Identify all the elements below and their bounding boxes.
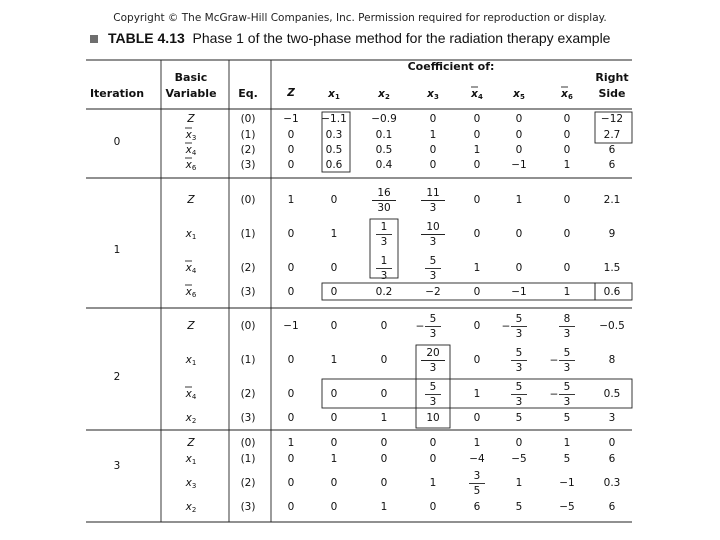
coefficient-cell: 0 bbox=[563, 129, 571, 141]
header-side: Side bbox=[598, 87, 626, 100]
basic-variable bbox=[185, 477, 197, 490]
coefficient-cell: 1 bbox=[330, 453, 338, 465]
coefficient-cell: −4 bbox=[469, 453, 485, 465]
coefficient-cell: 0 bbox=[380, 320, 388, 332]
basic-variable bbox=[186, 437, 195, 449]
coefficient-cell bbox=[421, 347, 445, 374]
basic-variable-text: Z bbox=[187, 194, 195, 206]
coefficient-cell-sign: − bbox=[549, 354, 559, 367]
z-coefficient: 0 bbox=[287, 412, 295, 424]
z-coefficient: 0 bbox=[287, 501, 295, 513]
coefficient-cell-denominator: 3 bbox=[563, 362, 571, 374]
z-coefficient: 0 bbox=[287, 144, 295, 156]
coefficient-cell-denominator: 3 bbox=[515, 362, 523, 374]
basic-variable bbox=[185, 354, 197, 367]
z-coefficient: 0 bbox=[287, 262, 295, 274]
coefficient-cell: 0 bbox=[473, 286, 481, 298]
coefficient-cell-denominator: 3 bbox=[563, 328, 571, 340]
header-col-x5 bbox=[512, 88, 525, 101]
equation-number: (1) bbox=[240, 228, 256, 240]
coefficient-cell-numerator: 5 bbox=[429, 313, 437, 325]
equation-number: (1) bbox=[240, 453, 256, 465]
coefficient-cell: 0 bbox=[330, 286, 338, 298]
header-variable: Variable bbox=[165, 87, 217, 100]
coefficient-cell: 0 bbox=[473, 228, 481, 240]
coefficient-cell bbox=[425, 381, 441, 408]
z-coefficient: 0 bbox=[287, 129, 295, 141]
coefficient-cell: 6 bbox=[473, 501, 481, 513]
equation-number: (1) bbox=[240, 354, 256, 366]
basic-variable-text: $x_1$ bbox=[185, 354, 197, 367]
coefficient-cell: 1 bbox=[330, 354, 338, 366]
coefficient-cell bbox=[511, 381, 527, 408]
right-side-value: 0.6 bbox=[603, 286, 621, 298]
coefficient-cell-numerator: 5 bbox=[515, 347, 523, 359]
basic-variable bbox=[185, 143, 197, 157]
coefficient-cell-denominator: 3 bbox=[429, 236, 437, 248]
basic-variable-text: Z bbox=[187, 113, 195, 125]
coefficient-cell: 0 bbox=[429, 501, 437, 513]
header-col-x3 bbox=[426, 88, 439, 101]
coefficient-cell-denominator: 3 bbox=[429, 202, 437, 214]
coefficient-cell: −1 bbox=[511, 286, 527, 298]
coefficient-cell-denominator: 3 bbox=[380, 236, 388, 248]
right-side-value: 2.1 bbox=[603, 194, 621, 206]
basic-variable-text: $x_6$ bbox=[185, 159, 197, 172]
right-side-value: −12 bbox=[600, 113, 624, 125]
coefficient-cell: 0 bbox=[380, 354, 388, 366]
coefficient-cell: 1 bbox=[473, 144, 481, 156]
coefficient-cell bbox=[511, 347, 527, 374]
coefficient-cell: −1.1 bbox=[321, 113, 347, 125]
header-col-x6 bbox=[560, 87, 573, 101]
coefficient-cell-denominator: 3 bbox=[515, 396, 523, 408]
coefficient-cell: 0 bbox=[473, 129, 481, 141]
basic-variable bbox=[185, 501, 197, 514]
coefficient-cell-numerator: 5 bbox=[429, 255, 437, 267]
z-coefficient: 1 bbox=[287, 194, 295, 206]
right-side-value: 0.5 bbox=[603, 388, 621, 400]
basic-variable bbox=[185, 453, 197, 466]
coefficient-cell-denominator: 5 bbox=[473, 485, 481, 497]
coefficient-cell: 1 bbox=[515, 194, 523, 206]
header-col-x2 bbox=[377, 88, 390, 101]
basic-variable-text: $x_6$ bbox=[185, 286, 197, 299]
coefficient-cell-numerator: 8 bbox=[563, 313, 571, 325]
coefficient-cell bbox=[559, 313, 575, 340]
coefficient-cell: −2 bbox=[425, 286, 441, 298]
right-side-value: 6 bbox=[608, 501, 616, 513]
z-coefficient: −1 bbox=[283, 320, 299, 332]
basic-variable-text: $x_4$ bbox=[185, 388, 197, 401]
header-col-x6-text: $x_6$ bbox=[561, 88, 573, 101]
basic-variable-text: $x_4$ bbox=[185, 144, 197, 157]
coefficient-cell: 0 bbox=[380, 453, 388, 465]
basic-variable-text: $x_4$ bbox=[185, 262, 197, 275]
coefficient-cell-denominator: 3 bbox=[429, 362, 437, 374]
iteration-number: 3 bbox=[113, 460, 121, 472]
coefficient-cell bbox=[421, 221, 445, 248]
coefficient-cell: 5 bbox=[515, 501, 523, 513]
coefficient-cell: 1 bbox=[515, 477, 523, 489]
coefficient-cell: 1 bbox=[473, 262, 481, 274]
coefficient-cell-denominator: 3 bbox=[515, 328, 523, 340]
coefficient-cell-numerator: 16 bbox=[377, 187, 391, 199]
coefficient-cell: 0 bbox=[429, 437, 437, 449]
coefficient-cell: 0 bbox=[380, 437, 388, 449]
coefficient-cell: 0 bbox=[429, 159, 437, 171]
header-basic: Basic bbox=[174, 71, 208, 84]
coefficient-cell-numerator: 5 bbox=[515, 313, 523, 325]
basic-variable-text: $x_2$ bbox=[185, 501, 197, 514]
table-caption-text: Phase 1 of the two-phase method for the radiation therapy example bbox=[192, 30, 611, 46]
coefficient-cell bbox=[550, 347, 575, 374]
coefficient-cell: 0.6 bbox=[325, 159, 343, 171]
coefficient-cell: 0 bbox=[473, 194, 481, 206]
coefficient-cell-denominator: 3 bbox=[429, 270, 437, 282]
coefficient-cell-sign: − bbox=[549, 388, 559, 401]
iteration-number: 0 bbox=[113, 136, 121, 148]
z-coefficient: 0 bbox=[287, 453, 295, 465]
coefficient-cell: −5 bbox=[511, 453, 527, 465]
coefficient-cell bbox=[469, 470, 485, 497]
coefficient-cell bbox=[502, 313, 527, 340]
right-side-value: 6 bbox=[608, 144, 616, 156]
coefficient-cell-numerator: 5 bbox=[563, 347, 571, 359]
coefficient-cell: 1 bbox=[429, 129, 437, 141]
z-coefficient: −1 bbox=[283, 113, 299, 125]
header-z bbox=[286, 87, 295, 99]
coefficient-cell: 1 bbox=[473, 388, 481, 400]
equation-number: (3) bbox=[240, 501, 256, 513]
header-z-text: Z bbox=[287, 87, 295, 99]
coefficient-cell: −1 bbox=[559, 477, 575, 489]
coefficient-cell: 5 bbox=[515, 412, 523, 424]
coefficient-cell: 0 bbox=[330, 320, 338, 332]
coefficient-cell-numerator: 5 bbox=[515, 381, 523, 393]
coefficient-cell: 0 bbox=[330, 262, 338, 274]
coefficient-cell: 0 bbox=[473, 412, 481, 424]
coefficient-cell: 0 bbox=[330, 194, 338, 206]
coefficient-cell: 1 bbox=[429, 477, 437, 489]
equation-number: (0) bbox=[240, 437, 256, 449]
basic-variable bbox=[186, 113, 195, 125]
basic-variable-text: $x_3$ bbox=[185, 477, 197, 490]
coefficient-cell: 0 bbox=[563, 144, 571, 156]
coefficient-cell: 0 bbox=[563, 262, 571, 274]
equation-number: (2) bbox=[240, 388, 256, 400]
coefficient-cell: 0 bbox=[515, 113, 523, 125]
highlight-box bbox=[322, 283, 595, 300]
equation-number: (0) bbox=[240, 320, 256, 332]
coefficient-cell-denominator: 3 bbox=[563, 396, 571, 408]
right-side-value: 2.7 bbox=[603, 129, 621, 141]
basic-variable-text: Z bbox=[187, 437, 195, 449]
coefficient-cell: −5 bbox=[559, 501, 575, 513]
z-coefficient: 1 bbox=[287, 437, 295, 449]
coefficient-cell bbox=[372, 187, 396, 214]
right-side-value: 0.3 bbox=[603, 477, 621, 489]
coefficient-cell-numerator: 11 bbox=[426, 187, 440, 199]
coefficient-cell: 0.2 bbox=[375, 286, 393, 298]
basic-variable-text: $x_2$ bbox=[185, 412, 197, 425]
z-coefficient: 0 bbox=[287, 286, 295, 298]
coefficient-cell: 0.1 bbox=[375, 129, 393, 141]
coefficient-cell: 0 bbox=[330, 501, 338, 513]
table-label: TABLE 4.13 bbox=[108, 30, 185, 46]
coefficient-cell-numerator: 1 bbox=[380, 221, 388, 233]
basic-variable bbox=[185, 285, 197, 299]
coefficient-cell bbox=[425, 255, 441, 282]
coefficient-cell: 0 bbox=[473, 159, 481, 171]
z-coefficient: 0 bbox=[287, 159, 295, 171]
z-coefficient: 0 bbox=[287, 477, 295, 489]
coefficient-cell: 0 bbox=[515, 129, 523, 141]
coefficient-cell-denominator: 3 bbox=[429, 396, 437, 408]
coefficient-cell: 0 bbox=[380, 477, 388, 489]
coefficient-cell: 1 bbox=[563, 286, 571, 298]
coefficient-cell: 0 bbox=[515, 437, 523, 449]
equation-number: (0) bbox=[240, 113, 256, 125]
basic-variable-text: $x_3$ bbox=[185, 129, 197, 142]
coefficient-cell bbox=[550, 381, 575, 408]
coefficient-cell-numerator: 1 bbox=[380, 255, 388, 267]
equation-number: (1) bbox=[240, 129, 256, 141]
coefficient-cell: 0 bbox=[380, 388, 388, 400]
coefficient-cell: 0 bbox=[330, 388, 338, 400]
coefficient-cell: 0.5 bbox=[375, 144, 393, 156]
right-side-value: 6 bbox=[608, 453, 616, 465]
coefficient-cell: 0 bbox=[330, 437, 338, 449]
right-side-value: −0.5 bbox=[599, 320, 625, 332]
equation-number: (3) bbox=[240, 159, 256, 171]
z-coefficient: 0 bbox=[287, 354, 295, 366]
right-side-value: 0 bbox=[608, 437, 616, 449]
basic-variable bbox=[185, 387, 197, 401]
coefficient-cell: 5 bbox=[563, 412, 571, 424]
header-col-x3-text: $x_3$ bbox=[427, 88, 439, 101]
header-coefficient-of: Coefficient of: bbox=[407, 60, 495, 73]
right-side-value: 1.5 bbox=[603, 262, 621, 274]
header-col-x5-text: $x_5$ bbox=[513, 88, 525, 101]
header-col-x1-text: $x_1$ bbox=[328, 88, 340, 101]
coefficient-cell: 1 bbox=[473, 437, 481, 449]
basic-variable bbox=[185, 128, 197, 142]
coefficient-cell-denominator: 3 bbox=[380, 270, 388, 282]
coefficient-cell: 0 bbox=[515, 228, 523, 240]
coefficient-cell bbox=[416, 313, 441, 340]
coefficient-cell-denominator: 30 bbox=[377, 202, 391, 214]
header-col-x1 bbox=[327, 88, 340, 101]
header-col-x2-text: $x_2$ bbox=[378, 88, 390, 101]
header-col-x4-text: $x_4$ bbox=[471, 88, 483, 101]
coefficient-cell: 0 bbox=[473, 354, 481, 366]
basic-variable bbox=[185, 261, 197, 275]
coefficient-cell: 0 bbox=[563, 113, 571, 125]
coefficient-cell bbox=[376, 221, 392, 248]
coefficient-cell-numerator: 3 bbox=[473, 470, 481, 482]
copyright-notice: Copyright © The McGraw-Hill Companies, Inc. Permission required for reproduction or display. bbox=[113, 12, 607, 24]
right-side-value: 6 bbox=[608, 159, 616, 171]
basic-variable bbox=[185, 158, 197, 172]
coefficient-cell-numerator: 20 bbox=[426, 347, 440, 359]
coefficient-cell: 1 bbox=[380, 412, 388, 424]
basic-variable-text: $x_1$ bbox=[185, 228, 197, 241]
coefficient-cell: 0 bbox=[429, 144, 437, 156]
equation-number: (3) bbox=[240, 286, 256, 298]
header-right: Right bbox=[595, 71, 629, 84]
coefficient-cell: 1 bbox=[563, 437, 571, 449]
coefficient-cell: 0 bbox=[515, 144, 523, 156]
header-col-x4 bbox=[470, 87, 483, 101]
coefficient-cell bbox=[421, 187, 445, 214]
right-side-value: 8 bbox=[608, 354, 616, 366]
coefficient-cell: 0 bbox=[330, 412, 338, 424]
coefficient-cell-numerator: 5 bbox=[563, 381, 571, 393]
coefficient-cell: 0.4 bbox=[375, 159, 393, 171]
z-coefficient: 0 bbox=[287, 228, 295, 240]
coefficient-cell: 1 bbox=[380, 501, 388, 513]
right-side-value: 3 bbox=[608, 412, 616, 424]
coefficient-cell-sign: − bbox=[501, 320, 511, 333]
equation-number: (2) bbox=[240, 477, 256, 489]
coefficient-cell-denominator: 3 bbox=[429, 328, 437, 340]
iteration-number: 1 bbox=[113, 244, 121, 256]
basic-variable-text: $x_1$ bbox=[185, 453, 197, 466]
coefficient-cell: −1 bbox=[511, 159, 527, 171]
coefficient-cell: 0 bbox=[429, 453, 437, 465]
coefficient-cell: −0.9 bbox=[371, 113, 397, 125]
coefficient-cell: 0 bbox=[515, 262, 523, 274]
basic-variable bbox=[185, 228, 197, 241]
coefficient-cell: 0 bbox=[563, 194, 571, 206]
coefficient-cell: 0.3 bbox=[325, 129, 343, 141]
coefficient-cell: 0 bbox=[429, 113, 437, 125]
coefficient-cell: 0 bbox=[473, 113, 481, 125]
basic-variable-text: Z bbox=[187, 320, 195, 332]
coefficient-cell: 0 bbox=[473, 320, 481, 332]
coefficient-cell-numerator: 10 bbox=[426, 221, 440, 233]
iteration-number: 2 bbox=[113, 371, 121, 383]
coefficient-cell-numerator: 5 bbox=[429, 381, 437, 393]
header-iteration: Iteration bbox=[89, 87, 145, 100]
coefficient-cell: 0 bbox=[330, 477, 338, 489]
coefficient-cell: 1 bbox=[563, 159, 571, 171]
coefficient-cell: 1 bbox=[330, 228, 338, 240]
coefficient-cell: 10 bbox=[426, 412, 440, 424]
basic-variable bbox=[186, 194, 195, 206]
coefficient-cell: 0 bbox=[563, 228, 571, 240]
header-eq: Eq. bbox=[238, 87, 258, 100]
equation-number: (2) bbox=[240, 262, 256, 274]
equation-number: (3) bbox=[240, 412, 256, 424]
z-coefficient: 0 bbox=[287, 388, 295, 400]
coefficient-cell: 5 bbox=[563, 453, 571, 465]
coefficient-cell: 0.5 bbox=[325, 144, 343, 156]
basic-variable bbox=[186, 320, 195, 332]
coefficient-cell-sign: − bbox=[415, 320, 425, 333]
equation-number: (0) bbox=[240, 194, 256, 206]
equation-number: (2) bbox=[240, 144, 256, 156]
basic-variable bbox=[185, 412, 197, 425]
right-side-value: 9 bbox=[608, 228, 616, 240]
